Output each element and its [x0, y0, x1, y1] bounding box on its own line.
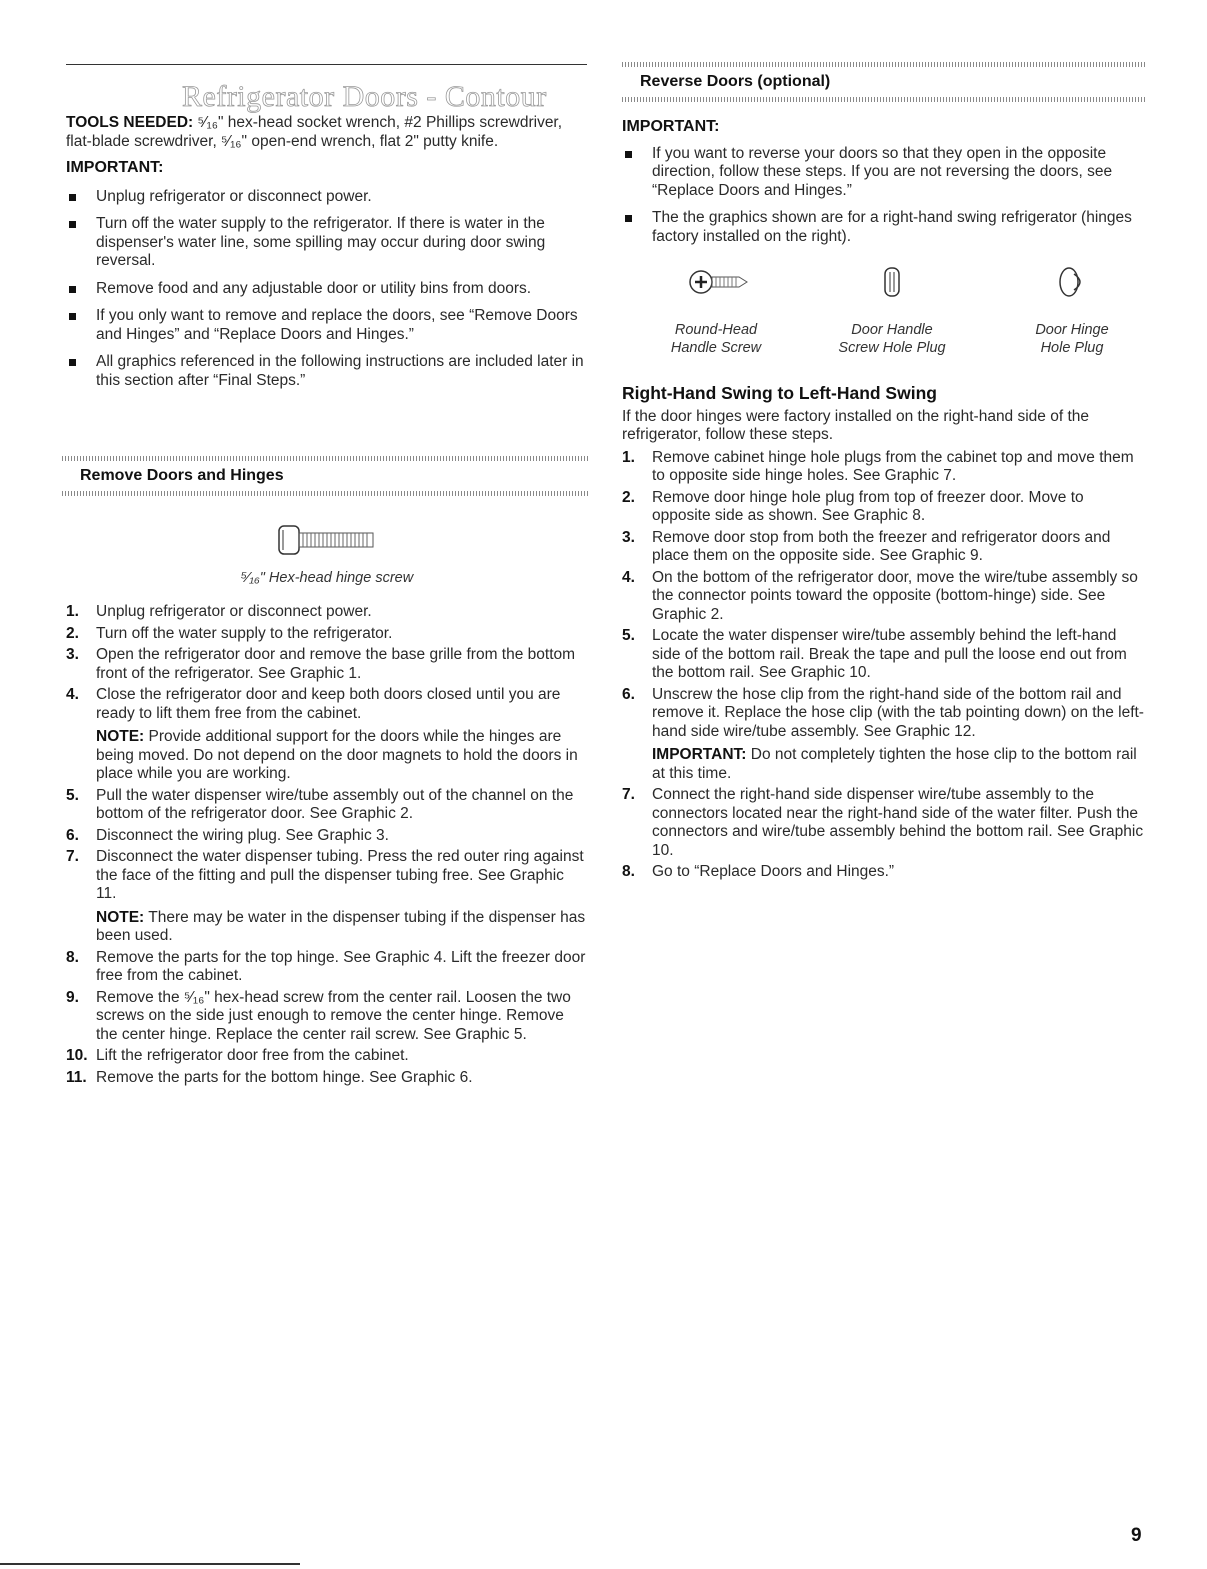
hex-head-screw-icon: [277, 520, 377, 560]
reverse-intro: [622, 118, 1146, 255]
remove-steps-list: [66, 603, 588, 1087]
list-item: Turn off the water supply to the refrigerator. If there is water in the dispenser's water line, some spilling may occur during door swing reversal.: [66, 215, 588, 271]
hinge-plug-icon: [1052, 262, 1092, 302]
part-caption: Door Handle Screw Hole Plug: [838, 322, 946, 356]
page-number: 9: [1131, 1525, 1142, 1546]
list-item: 3. Remove door stop from both the freezer and refrigerator doors and place them on the opposite side. See Graphic 9.: [622, 528, 1111, 564]
section-intro: If the door hinges were factory installed on the right-hand side of the refrigerator, follow these steps.: [622, 407, 1090, 443]
left-intro: [66, 114, 588, 399]
list-item: 1. Unplug refrigerator or disconnect power.: [66, 603, 372, 620]
remove-doors-section-header: [62, 456, 588, 496]
figure-caption: ⁵⁄₁₆" Hex-head hinge screw: [240, 570, 414, 586]
list-item: If you only want to remove and replace the doors, see “Remove Doors and Hinges” and “Replace Doors and Hinges.”: [66, 307, 588, 344]
step-note: IMPORTANT: Do not completely tighten the hose clip to the bottom rail at this time.: [652, 746, 1137, 782]
list-item: 4. Close the refrigerator door and keep both doors closed until you are ready to lift them free from the cabinet. NOTE: Provide additional support for the doors while the hinges are being moved. Do not depend on the door magnets to hold the doors in place while you are working.: [66, 686, 588, 784]
list-item: 4. On the bottom of the refrigerator door, move the wire/tube assembly so the connector points toward the opposite (bottom-hinge) side. See Graphic 2.: [622, 568, 1138, 623]
list-item: 6. Disconnect the wiring plug. See Graphic 3.: [66, 826, 389, 844]
list-item: 6. Unscrew the hose clip from the right-hand side of the bottom rail and remove it. Replace the hose clip (with the tab pointing down) on the left-hand side wire/tube assembly. See Graphic 12. IMPORTANT: Do not completely tighten the hose clip to the bottom rail at this time.: [622, 686, 1146, 784]
section-heading: Reverse Doors (optional): [640, 73, 831, 90]
part-caption: Round-Head Handle Screw: [670, 322, 762, 356]
page-title: Refrigerator Doors - Contour: [182, 80, 547, 113]
list-item: 9. Remove the ⁵⁄₁₆" hex-head screw from the center rail. Loosen the two screws on the side just enough to remove the center hinge. Remove the center hinge. Replace the center rail screw. See Graphic 5.: [66, 988, 571, 1043]
step-note: NOTE: Provide additional support for the doors while the hinges are being moved. Do not depend on the door magnets to hold the doors in place while you are working.: [96, 728, 578, 782]
section-heading: Right-Hand Swing to Left-Hand Swing: [622, 383, 937, 403]
tools-label: TOOLS NEEDED:: [66, 114, 194, 131]
section-heading: Remove Doors and Hinges: [80, 467, 284, 484]
hinge-screw-figure: [66, 520, 588, 587]
remove-steps: [66, 603, 588, 1090]
list-item: 5. Locate the water dispenser wire/tube assembly behind the left-hand side of the bottom rail. Break the tape and pull the loose end out from the bottom rail. See Graphic 10.: [622, 627, 1127, 681]
round-head-screw-icon: [681, 262, 751, 302]
list-item: 11. Remove the parts for the bottom hinge. See Graphic 6.: [66, 1068, 473, 1086]
tools-needed: [66, 114, 588, 151]
list-item: 7. Disconnect the water dispenser tubing. Press the red outer ring against the face of the fitting and pull the dispenser tubing free. See Graphic 11. NOTE: There may be water in the dispenser tubing if the dispenser has been used.: [66, 848, 588, 946]
important-label: IMPORTANT:: [622, 118, 720, 135]
list-item: If you want to reverse your doors so that they open in the opposite direction, follow these steps. If you are not reversing the doors, see “Replace Doors and Hinges.”: [622, 145, 1146, 201]
list-item: 1. Remove cabinet hinge hole plugs from the cabinet top and move them to opposite side hinge holes. See Graphic 7.: [622, 448, 1134, 484]
swing-steps-list: [622, 449, 1146, 882]
part-door-hinge-plug: [1012, 262, 1132, 357]
list-item: 2. Turn off the water supply to the refrigerator.: [66, 624, 393, 642]
part-round-head-screw: [656, 262, 776, 357]
footer-rule: [0, 1563, 300, 1565]
reverse-bullet-list: [622, 145, 1146, 247]
list-item: 10. Lift the refrigerator door free from the cabinet.: [66, 1047, 409, 1064]
list-item: Unplug refrigerator or disconnect power.: [66, 188, 588, 207]
header-rule: [66, 64, 587, 65]
part-caption: Door Hinge Hole Plug: [1035, 322, 1109, 356]
list-item: All graphics referenced in the following instructions are included later in this section after “Final Steps.”: [66, 353, 588, 390]
handle-plug-icon: [877, 262, 907, 302]
hatch-rule: [62, 491, 588, 496]
list-item: 3. Open the refrigerator door and remove the base grille from the bottom front of the refrigerator. See Graphic 1.: [66, 646, 576, 682]
reverse-doors-section-header: [622, 62, 1146, 102]
tools-text: ⁵⁄₁₆" hex-head socket wrench, #2 Phillips screwdriver, flat-blade screwdriver, ⁵⁄₁₆" open-end wrench, flat 2" putty knife.: [66, 114, 563, 150]
step-note: NOTE: There may be water in the dispenser tubing if the dispenser has been used.: [96, 908, 586, 944]
list-item: The the graphics shown are for a right-hand swing refrigerator (hinges factory installed on the right).: [622, 209, 1146, 246]
list-item: 7. Connect the right-hand side dispenser wire/tube assembly to the connectors located near the right-hand side of the water filter. Push the connectors and wire/tube assembly behind the bottom rail. See Graphic 10.: [622, 786, 1144, 859]
left-bullet-list: [66, 188, 588, 391]
hatch-rule: [622, 97, 1146, 102]
list-item: 2. Remove door hinge hole plug from top of freezer door. Move to opposite side as shown. See Graphic 8.: [622, 488, 1084, 524]
list-item: 8. Go to “Replace Doors and Hinges.”: [622, 863, 895, 880]
list-item: Remove food and any adjustable door or utility bins from doors.: [66, 280, 588, 299]
list-item: 5. Pull the water dispenser wire/tube assembly out of the channel on the bottom of the refrigerator door. See Graphic 2.: [66, 786, 574, 822]
parts-figure-row: [622, 262, 1146, 362]
important-label: IMPORTANT:: [66, 159, 164, 176]
part-door-handle-plug: [822, 262, 962, 357]
swing-section: [622, 384, 1146, 885]
list-item: 8. Remove the parts for the top hinge. See Graphic 4. Lift the freezer door free from the cabinet.: [66, 948, 586, 984]
